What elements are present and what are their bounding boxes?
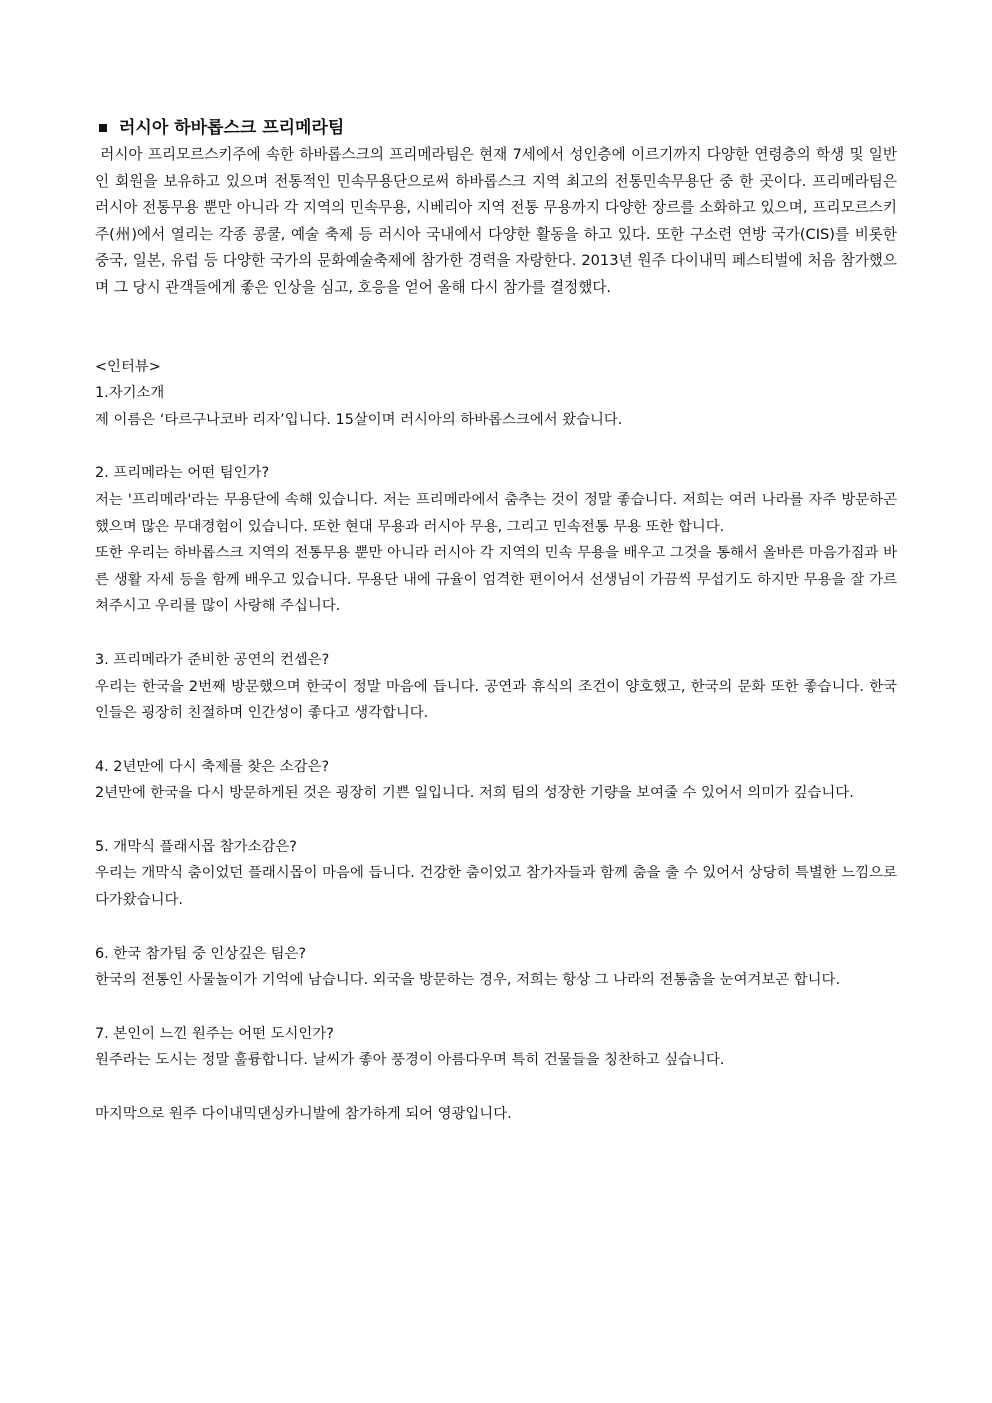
square-bullet-icon <box>99 124 107 132</box>
question: 7. 본인이 느낀 원주는 어떤 도시인가? <box>95 1025 334 1042</box>
answer: 우리는 개막식 춤이었던 플래시몹이 마음에 듭니다. 건강한 춤이었고 참가자들과 함께 춤을 출 수 있어서 상당히 특별한 느낌으로 다가왔습니다. <box>95 865 897 909</box>
answer: 제 이름은 ‘타르구나코바 리자’입니다. 15살이며 러시아의 하바롭스크에서 왔습니다. <box>95 411 623 428</box>
question: 3. 프리메라가 준비한 공연의 컨셉은? <box>95 651 330 668</box>
qa-item-3 <box>95 647 897 727</box>
answer: 2년만에 한국을 다시 방문하게된 것은 굉장히 기쁜 일입니다. 저희 팀의 성장한 기량을 보여줄 수 있어서 의미가 깊습니다. <box>95 785 854 802</box>
question: 4. 2년만에 다시 축제를 찾은 소감은? <box>95 758 330 775</box>
answer: 원주라는 도시는 정말 훌륭합니다. 날씨가 좋아 풍경이 아름다우며 특히 건물들을 칭찬하고 싶습니다. <box>95 1052 725 1069</box>
qa-item-5 <box>95 834 897 914</box>
closing-remark: 마지막으로 원주 다이내믹댄싱카니발에 참가하게 되어 영광입니다. <box>95 1106 512 1123</box>
qa-item-4 <box>95 754 897 807</box>
question: 2. 프리메라는 어떤 팀인가? <box>95 465 270 482</box>
intro-paragraph: 러시아 프리모르스키주에 속한 하바롭스크의 프리메라팀은 현재 7세에서 성인층에 이르기까지 다양한 연령층의 학생 및 일반인 회원을 보유하고 있으며 전통적인 민속무용단으로써 하바롭스크 지역 최고의 전통민속무용단 중 한 곳이다. 프리메라팀은 러시아 전통무용 뿐만 아니라 각 지역의 민속무용, 시베리아 지역 전통 무용까지 다양한 장르를 소화하고 있으며, 프리모르스키 주(州)에서 열리는 각종 콩쿨, 예술 축제 등 러시아 국내에서 다양한 활동을 하고 있다. 또한 구소련 연방 국가(CIS)를 비롯한 중국, 일본, 유럽 등 다양한 국가의 문화예술축제에 참가한 경력을 자랑한다. 2013년 원주 다이내믹 페스티벌에 처음 참가했으며 그 당시 관객들에게 좋은 인상을 심고, 호응을 얻어 올해 다시 참가를 결정했다. <box>95 146 902 296</box>
question: 1.자기소개 <box>95 385 165 402</box>
section-heading <box>95 114 897 142</box>
answer: 우리는 한국을 2번째 방문했으며 한국이 정말 마음에 듭니다. 공연과 휴식의 조건이 양호했고, 한국의 문화 또한 좋습니다. 한국인들은 굉장히 친절하며 인간성이 좋다고 생각합니다. <box>95 678 897 722</box>
answer: 한국의 전통인 사물놀이가 기억에 남습니다. 외국을 방문하는 경우, 저희는 항상 그 나라의 전통춤을 눈여겨보곤 합니다. <box>95 972 841 989</box>
qa-item-7 <box>95 1021 897 1074</box>
question: 5. 개막식 플래시몹 참가소감은? <box>95 838 297 855</box>
answer: 저는 '프리메라'라는 무용단에 속해 있습니다. 저는 프리메라에서 춤추는 것이 정말 좋습니다. 저희는 여러 나라를 자주 방문하곤 했으며 많은 무대경험이 있습니다. 또한 현대 무용과 러시아 무용, 그리고 민속전통 무용 또한 합니다. <box>95 491 897 535</box>
qa-item-1 <box>95 380 897 433</box>
heading-text: 러시아 하바롭스크 프리메라팀 <box>119 118 345 138</box>
interview-label: <인터뷰> <box>95 358 161 375</box>
qa-item-2 <box>95 460 897 620</box>
document-page <box>95 114 902 1128</box>
question: 6. 한국 참가팀 중 인상깊은 팀은? <box>95 945 307 962</box>
answer: 또한 우리는 하바롭스크 지역의 전통무용 뿐만 아니라 러시아 각 지역의 민속 무용을 배우고 그것을 통해서 올바른 마음가짐과 바른 생활 자세 등을 함께 배우고 있습니다. 무용단 내에 규율이 엄격한 편이어서 선생님이 가끔씩 무섭기도 하지만 무용을 잘 가르쳐주시고 우리를 많이 사랑해 주십니다. <box>95 545 897 615</box>
qa-item-6 <box>95 941 897 994</box>
